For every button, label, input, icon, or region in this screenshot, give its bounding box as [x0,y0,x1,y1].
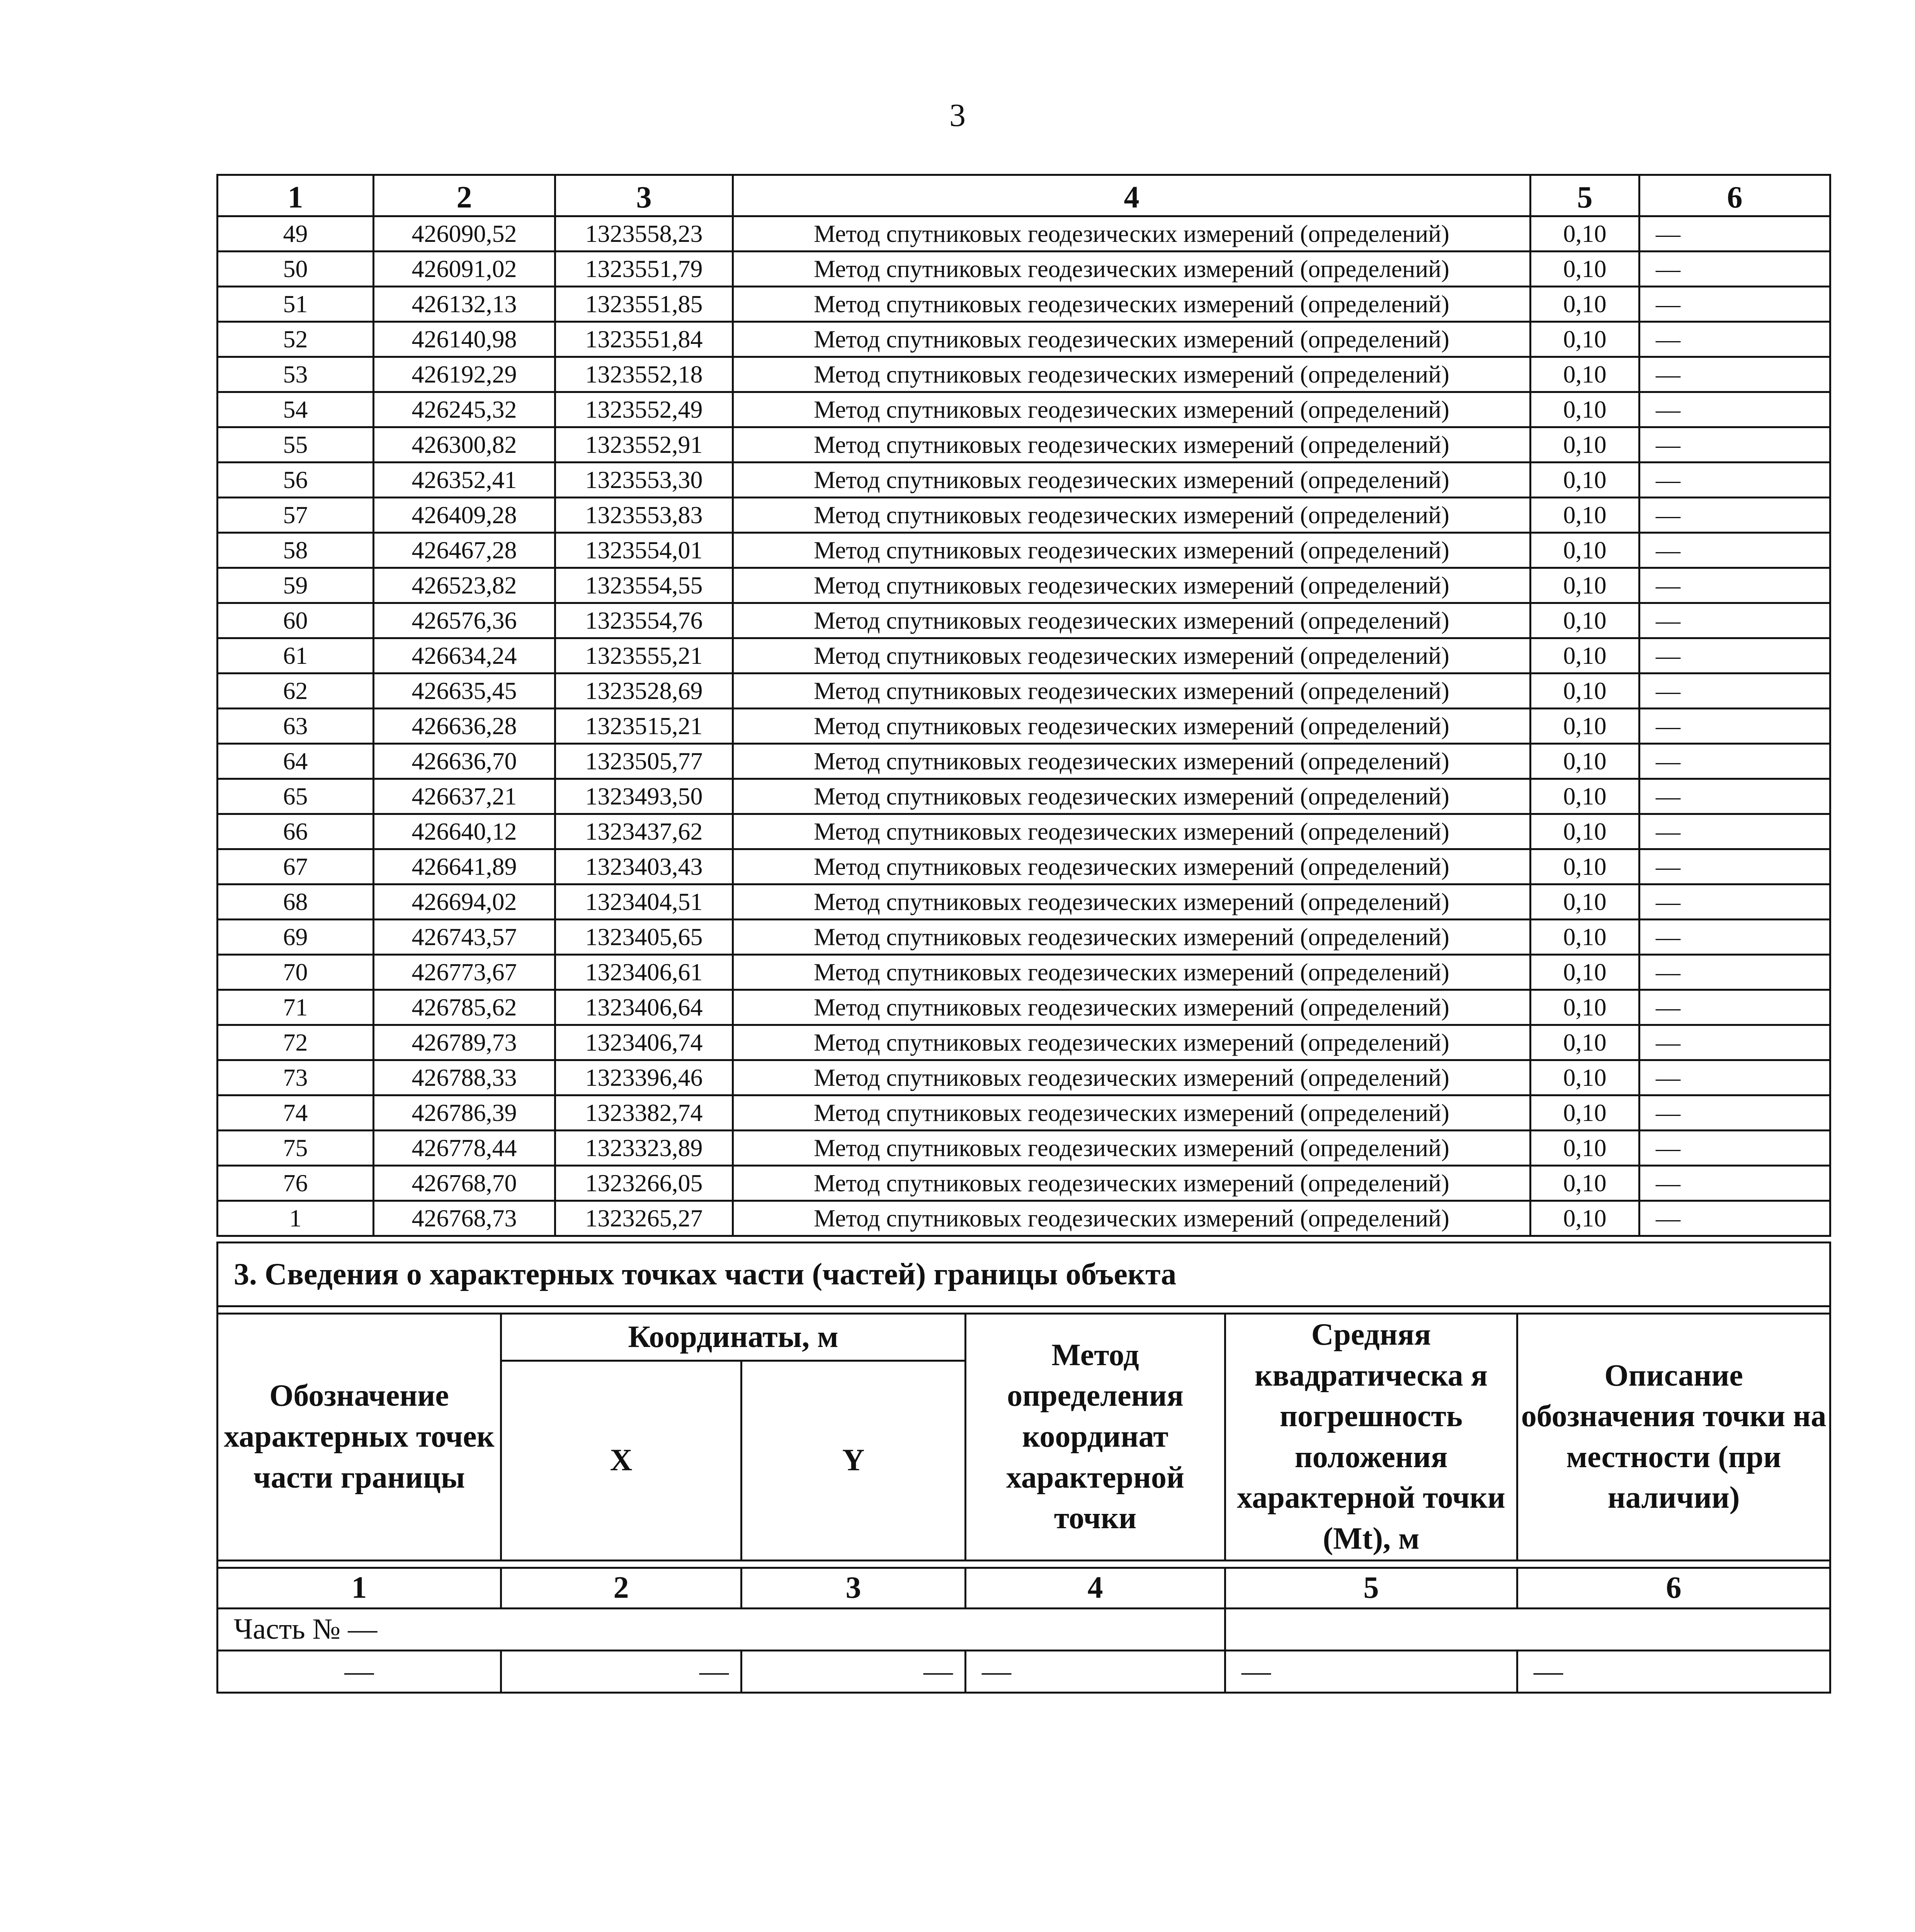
point-number-cell: 61 [218,638,374,673]
section-title: 3. Сведения о характерных точках части (частей) границы объекта [218,1243,1830,1306]
column-number: 5 [1225,1568,1517,1608]
table-row [218,1166,1830,1201]
table-row [218,814,1830,849]
points-table [216,174,1831,1237]
header-description: Описание обозначения точки на местности (при наличии) [1517,1314,1830,1561]
spacer-cell [218,1306,1830,1314]
column-header: 6 [1639,175,1830,216]
description-cell: — [1639,709,1830,744]
x-coordinate-cell: 426768,70 [374,1166,555,1201]
table-row [218,1060,1830,1095]
method-cell: Метод спутниковых геодезических измерений (определений) [733,673,1531,709]
table-row [218,920,1830,955]
point-number-cell: 62 [218,673,374,709]
column-header: 2 [374,175,555,216]
error-cell: 0,10 [1531,990,1639,1025]
dash-cell: — [1225,1650,1517,1692]
method-cell: Метод спутниковых геодезических измерений (определений) [733,1131,1531,1166]
description-cell: — [1639,884,1830,920]
error-cell: 0,10 [1531,920,1639,955]
y-coordinate-cell: 1323403,43 [555,849,733,884]
method-cell: Метод спутниковых геодезических измерений (определений) [733,216,1531,252]
error-cell: 0,10 [1531,603,1639,638]
x-coordinate-cell: 426743,57 [374,920,555,955]
point-number-cell: 51 [218,287,374,322]
x-coordinate-cell: 426636,28 [374,709,555,744]
y-coordinate-cell: 1323551,85 [555,287,733,322]
y-coordinate-cell: 1323382,74 [555,1095,733,1131]
y-coordinate-cell: 1323555,21 [555,638,733,673]
points-table-body [218,216,1830,1236]
error-cell: 0,10 [1531,1201,1639,1236]
x-coordinate-cell: 426091,02 [374,252,555,287]
header-coordinates: Координаты, м [501,1314,966,1361]
description-cell: — [1639,955,1830,990]
point-number-cell: 75 [218,1131,374,1166]
x-coordinate-cell: 426090,52 [374,216,555,252]
method-cell: Метод спутниковых геодезических измерений (определений) [733,357,1531,392]
method-cell: Метод спутниковых геодезических измерений (определений) [733,1166,1531,1201]
table-row [218,1095,1830,1131]
table-row [218,779,1830,814]
error-cell: 0,10 [1531,252,1639,287]
point-number-cell: 63 [218,709,374,744]
dash-cell: — [218,1650,501,1692]
y-coordinate-cell: 1323406,61 [555,955,733,990]
method-cell: Метод спутниковых геодезических измерений (определений) [733,849,1531,884]
table-row [218,287,1830,322]
table-row [218,216,1830,252]
x-coordinate-cell: 426352,41 [374,463,555,498]
point-number-cell: 52 [218,322,374,357]
y-coordinate-cell: 1323553,83 [555,498,733,533]
section3-column-numbers-row [218,1568,1830,1608]
point-number-cell: 50 [218,252,374,287]
point-number-cell: 1 [218,1201,374,1236]
description-cell: — [1639,216,1830,252]
table-row [218,498,1830,533]
x-coordinate-cell: 426634,24 [374,638,555,673]
table-row [218,533,1830,568]
y-coordinate-cell: 1323515,21 [555,709,733,744]
dash-row [218,1650,1830,1692]
method-cell: Метод спутниковых геодезических измерений (определений) [733,990,1531,1025]
x-coordinate-cell: 426789,73 [374,1025,555,1060]
part-row [218,1608,1830,1650]
description-cell: — [1639,1095,1830,1131]
description-cell: — [1639,392,1830,427]
error-cell: 0,10 [1531,427,1639,463]
y-coordinate-cell: 1323406,64 [555,990,733,1025]
point-number-cell: 70 [218,955,374,990]
error-cell: 0,10 [1531,744,1639,779]
table-row [218,322,1830,357]
method-cell: Метод спутниковых геодезических измерений (определений) [733,1201,1531,1236]
error-cell: 0,10 [1531,1025,1639,1060]
method-cell: Метод спутниковых геодезических измерений (определений) [733,252,1531,287]
point-number-cell: 60 [218,603,374,638]
x-coordinate-cell: 426300,82 [374,427,555,463]
y-coordinate-cell: 1323505,77 [555,744,733,779]
point-number-cell: 68 [218,884,374,920]
description-cell: — [1639,990,1830,1025]
column-number: 4 [966,1568,1225,1608]
description-cell: — [1639,1025,1830,1060]
table-row [218,1201,1830,1236]
error-cell: 0,10 [1531,849,1639,884]
table-row [218,463,1830,498]
error-cell: 0,10 [1531,1060,1639,1095]
header-x: X [501,1361,742,1560]
error-cell: 0,10 [1531,709,1639,744]
y-coordinate-cell: 1323437,62 [555,814,733,849]
x-coordinate-cell: 426773,67 [374,955,555,990]
header-method: Метод определения координат характерной точки [966,1314,1225,1561]
description-cell: — [1639,849,1830,884]
point-number-cell: 54 [218,392,374,427]
method-cell: Метод спутниковых геодезических измерений (определений) [733,1025,1531,1060]
method-cell: Метод спутниковых геодезических измерений (определений) [733,463,1531,498]
x-coordinate-cell: 426635,45 [374,673,555,709]
header-y: Y [742,1361,966,1560]
method-cell: Метод спутниковых геодезических измерений (определений) [733,427,1531,463]
x-coordinate-cell: 426786,39 [374,1095,555,1131]
header-error: Средняя квадратическа я погрешность положения характерной точки (Mt), м [1225,1314,1517,1561]
y-coordinate-cell: 1323323,89 [555,1131,733,1166]
y-coordinate-cell: 1323405,65 [555,920,733,955]
y-coordinate-cell: 1323554,76 [555,603,733,638]
x-coordinate-cell: 426785,62 [374,990,555,1025]
error-cell: 0,10 [1531,1166,1639,1201]
method-cell: Метод спутниковых геодезических измерений (определений) [733,568,1531,603]
method-cell: Метод спутниковых геодезических измерений (определений) [733,779,1531,814]
column-header: 5 [1531,175,1639,216]
description-cell: — [1639,568,1830,603]
error-cell: 0,10 [1531,357,1639,392]
spacer-row [218,1306,1830,1314]
method-cell: Метод спутниковых геодезических измерений (определений) [733,533,1531,568]
table-row [218,955,1830,990]
method-cell: Метод спутниковых геодезических измерений (определений) [733,920,1531,955]
x-coordinate-cell: 426523,82 [374,568,555,603]
description-cell: — [1639,287,1830,322]
x-coordinate-cell: 426140,98 [374,322,555,357]
spacer-row [218,1560,1830,1568]
error-cell: 0,10 [1531,955,1639,990]
section3-header-row-top [218,1314,1830,1361]
method-cell: Метод спутниковых геодезических измерений (определений) [733,322,1531,357]
y-coordinate-cell: 1323554,55 [555,568,733,603]
description-cell: — [1639,603,1830,638]
description-cell: — [1639,1166,1830,1201]
parts-table [216,1242,1831,1694]
error-cell: 0,10 [1531,463,1639,498]
point-number-cell: 57 [218,498,374,533]
method-cell: Метод спутниковых геодезических измерений (определений) [733,1060,1531,1095]
point-number-cell: 66 [218,814,374,849]
x-coordinate-cell: 426245,32 [374,392,555,427]
y-coordinate-cell: 1323552,91 [555,427,733,463]
y-coordinate-cell: 1323553,30 [555,463,733,498]
table-row [218,357,1830,392]
y-coordinate-cell: 1323396,46 [555,1060,733,1095]
point-number-cell: 55 [218,427,374,463]
dash-cell: — [501,1650,742,1692]
column-header: 3 [555,175,733,216]
point-number-cell: 71 [218,990,374,1025]
points-table-header-row [218,175,1830,216]
y-coordinate-cell: 1323551,84 [555,322,733,357]
table-row [218,392,1830,427]
y-coordinate-cell: 1323265,27 [555,1201,733,1236]
x-coordinate-cell: 426640,12 [374,814,555,849]
table-row [218,849,1830,884]
description-cell: — [1639,779,1830,814]
point-number-cell: 73 [218,1060,374,1095]
method-cell: Метод спутниковых геодезических измерений (определений) [733,287,1531,322]
x-coordinate-cell: 426467,28 [374,533,555,568]
table-row [218,990,1830,1025]
column-number: 3 [742,1568,966,1608]
table-row [218,673,1830,709]
table-row [218,884,1830,920]
column-header: 4 [733,175,1531,216]
spacer-cell [218,1560,1830,1568]
y-coordinate-cell: 1323528,69 [555,673,733,709]
description-cell: — [1639,498,1830,533]
x-coordinate-cell: 426694,02 [374,884,555,920]
method-cell: Метод спутниковых геодезических измерений (определений) [733,603,1531,638]
x-coordinate-cell: 426636,70 [374,744,555,779]
section-title-row [218,1243,1830,1306]
table-row [218,709,1830,744]
x-coordinate-cell: 426641,89 [374,849,555,884]
table-row [218,744,1830,779]
method-cell: Метод спутниковых геодезических измерений (определений) [733,709,1531,744]
description-cell: — [1639,252,1830,287]
error-cell: 0,10 [1531,216,1639,252]
description-cell: — [1639,533,1830,568]
column-number: 6 [1517,1568,1830,1608]
method-cell: Метод спутниковых геодезических измерений (определений) [733,884,1531,920]
description-cell: — [1639,1060,1830,1095]
dash-cell: — [742,1650,966,1692]
method-cell: Метод спутниковых геодезических измерений (определений) [733,638,1531,673]
method-cell: Метод спутниковых геодезических измерений (определений) [733,955,1531,990]
column-number: 1 [218,1568,501,1608]
description-cell: — [1639,920,1830,955]
point-number-cell: 69 [218,920,374,955]
description-cell: — [1639,673,1830,709]
error-cell: 0,10 [1531,498,1639,533]
description-cell: — [1639,357,1830,392]
error-cell: 0,10 [1531,568,1639,603]
y-coordinate-cell: 1323551,79 [555,252,733,287]
x-coordinate-cell: 426768,73 [374,1201,555,1236]
error-cell: 0,10 [1531,533,1639,568]
description-cell: — [1639,638,1830,673]
part-label: Часть № — [218,1608,1225,1650]
point-number-cell: 59 [218,568,374,603]
method-cell: Метод спутниковых геодезических измерений (определений) [733,1095,1531,1131]
part-empty-cell [1225,1608,1830,1650]
page-number: 3 [949,97,966,133]
point-number-cell: 67 [218,849,374,884]
error-cell: 0,10 [1531,287,1639,322]
error-cell: 0,10 [1531,779,1639,814]
method-cell: Метод спутниковых геодезических измерений (определений) [733,498,1531,533]
x-coordinate-cell: 426778,44 [374,1131,555,1166]
y-coordinate-cell: 1323552,49 [555,392,733,427]
x-coordinate-cell: 426576,36 [374,603,555,638]
table-row [218,1025,1830,1060]
table-row [218,638,1830,673]
y-coordinate-cell: 1323493,50 [555,779,733,814]
description-cell: — [1639,463,1830,498]
point-number-cell: 58 [218,533,374,568]
point-number-cell: 65 [218,779,374,814]
method-cell: Метод спутниковых геодезических измерений (определений) [733,814,1531,849]
point-number-cell: 74 [218,1095,374,1131]
x-coordinate-cell: 426132,13 [374,287,555,322]
point-number-cell: 49 [218,216,374,252]
y-coordinate-cell: 1323404,51 [555,884,733,920]
y-coordinate-cell: 1323266,05 [555,1166,733,1201]
x-coordinate-cell: 426192,29 [374,357,555,392]
error-cell: 0,10 [1531,392,1639,427]
x-coordinate-cell: 426409,28 [374,498,555,533]
point-number-cell: 72 [218,1025,374,1060]
description-cell: — [1639,1201,1830,1236]
method-cell: Метод спутниковых геодезических измерений (определений) [733,744,1531,779]
point-number-cell: 53 [218,357,374,392]
dash-cell: — [966,1650,1225,1692]
point-number-cell: 64 [218,744,374,779]
point-number-cell: 56 [218,463,374,498]
column-number: 2 [501,1568,742,1608]
error-cell: 0,10 [1531,814,1639,849]
table-row [218,252,1830,287]
table-row [218,1131,1830,1166]
column-header: 1 [218,175,374,216]
description-cell: — [1639,427,1830,463]
y-coordinate-cell: 1323406,74 [555,1025,733,1060]
error-cell: 0,10 [1531,1131,1639,1166]
table-row [218,568,1830,603]
error-cell: 0,10 [1531,884,1639,920]
y-coordinate-cell: 1323558,23 [555,216,733,252]
dash-cell: — [1517,1650,1830,1692]
error-cell: 0,10 [1531,638,1639,673]
table-row [218,427,1830,463]
y-coordinate-cell: 1323552,18 [555,357,733,392]
description-cell: — [1639,814,1830,849]
description-cell: — [1639,1131,1830,1166]
error-cell: 0,10 [1531,1095,1639,1131]
description-cell: — [1639,744,1830,779]
error-cell: 0,10 [1531,322,1639,357]
x-coordinate-cell: 426637,21 [374,779,555,814]
error-cell: 0,10 [1531,673,1639,709]
header-designation: Обозначение характерных точек части границы [218,1314,501,1561]
description-cell: — [1639,322,1830,357]
x-coordinate-cell: 426788,33 [374,1060,555,1095]
table-row [218,603,1830,638]
point-number-cell: 76 [218,1166,374,1201]
y-coordinate-cell: 1323554,01 [555,533,733,568]
method-cell: Метод спутниковых геодезических измерений (определений) [733,392,1531,427]
